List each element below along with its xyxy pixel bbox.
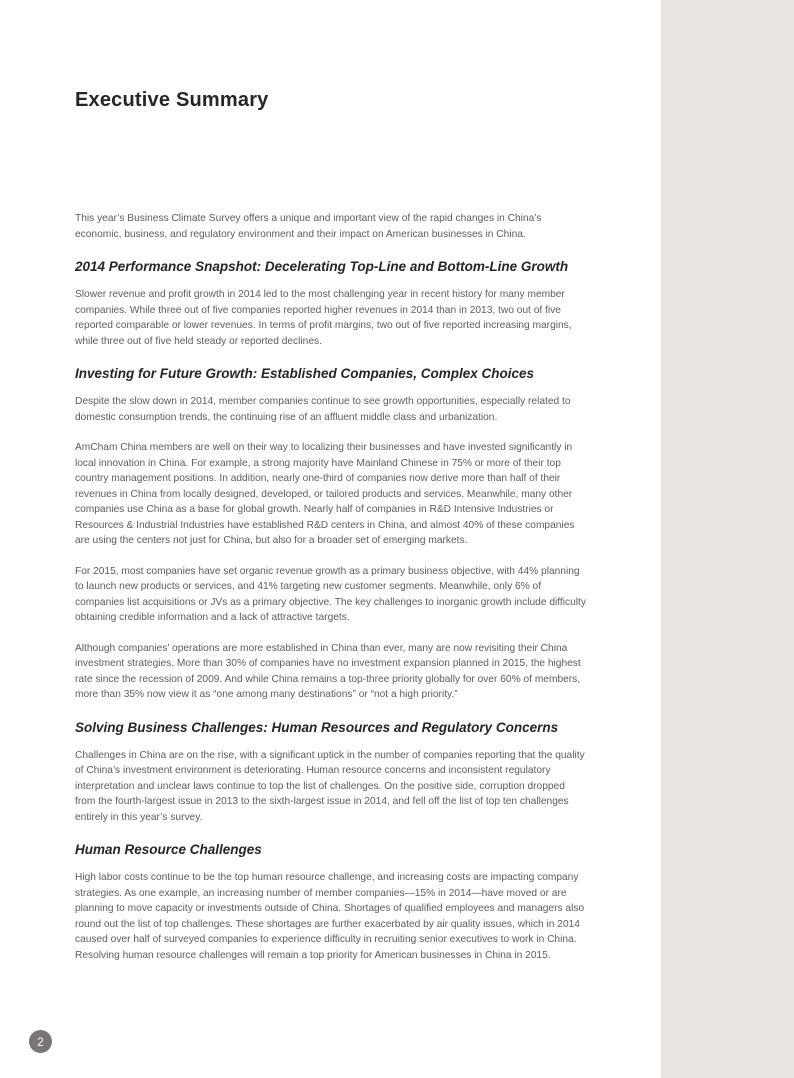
section-heading-performance-snapshot: 2014 Performance Snapshot: Decelerating Top-Line and Bottom-Line Growth: [75, 259, 569, 274]
page-number: 2: [37, 1034, 44, 1049]
page-number-badge: [29, 1030, 52, 1053]
section-heading-human-resource-challenges: Human Resource Challenges: [75, 842, 262, 857]
page-content: [75, 0, 588, 978]
paragraph: AmCham China members are well on their way to localizing their businesses and have invested significantly in local innovation in China. For example, a strong majority have Mainland Chinese in 75% or more of their top country management positions. In addition, nearly one-third of companies now derive more than half of their revenues in China from locally designed, developed, or tailored products and services. Meanwhile, many other companies use China as a base for global growth. Nearly half of companies in R&D Intensive Industries or Resources & Industrial Industries have established R&D centers in China, and almost 40% of these companies are using the centers not just for China, but also for a broader set of emerging markets.: [75, 442, 575, 546]
right-margin-band: [661, 0, 794, 1078]
section-heading-solving-business-challenges: Solving Business Challenges: Human Resources and Regulatory Concerns: [75, 719, 559, 735]
paragraph: Slower revenue and profit growth in 2014 led to the most challenging year in recent history for many member companies. While three out of five companies reported higher revenues in 2014 than in 2013, two out of five reported comparable or lower revenues. In terms of profit margins, two out of five reported increasing margins, while three out of five held steady or reported declines.: [75, 289, 572, 347]
paragraph: For 2015, most companies have set organic revenue growth as a primary business objective, with 44% planning to launch new products or services, and 41% targeting new customer segments. Meanwhile, only 6% of companies list acquisitions or JVs as a primary objective. The key challenges to inorganic growth include difficulty obtaining credible information and a lack of attractive targets.: [75, 565, 586, 623]
paragraph: High labor costs continue to be the top human resource challenge, and increasing costs are impacting company strategies. As one example, an increasing number of member companies—15% in 2014—have moved or are planning to move capacity or investments outside of China. Shortages of qualified employees and managers also round out the list of top challenges. These shortages are further exacerbated by air quality issues, which in 2014 caused over half of surveyed companies to experience difficulty in recruiting senior executives to work in China. Resolving human resource challenges will remain a top priority for American businesses in China in 2015.: [75, 872, 585, 961]
paragraph: Challenges in China are on the rise, with a significant uptick in the number of companies reporting that the quality of China’s investment environment is deteriorating. Human resource concerns and inconsistent regulatory interpretation and unclear laws continue to top the list of challenges. On the positive side, corruption dropped from the fourth-largest issue in 2013 to the sixth-largest issue in 2014, and fell off the list of top ten challenges entirely in this year’s survey.: [75, 749, 585, 823]
page-title: Executive Summary: [75, 89, 269, 111]
section-heading-investing-future-growth: Investing for Future Growth: Established Companies, Complex Choices: [75, 366, 535, 381]
intro-paragraph: This year’s Business Climate Survey offers a unique and important view of the rapid changes in China’s economic, business, and regulatory environment and their impact on American businesses in China.: [75, 213, 542, 240]
paragraph: Although companies’ operations are more established in China than ever, many are now revisiting their China investment strategies. More than 30% of companies have no investment expansion planned in 2015, the highest rate since the recession of 2009. And while China remains a top-three priority globally for over 60% of members, more than 35% now view it as “one among many destinations” or “not a high priority.”: [75, 642, 581, 700]
paragraph: Despite the slow down in 2014, member companies continue to see growth opportunities, especially related to domestic consumption trends, the continuing rise of an affluent middle class and urbanization.: [75, 396, 571, 423]
